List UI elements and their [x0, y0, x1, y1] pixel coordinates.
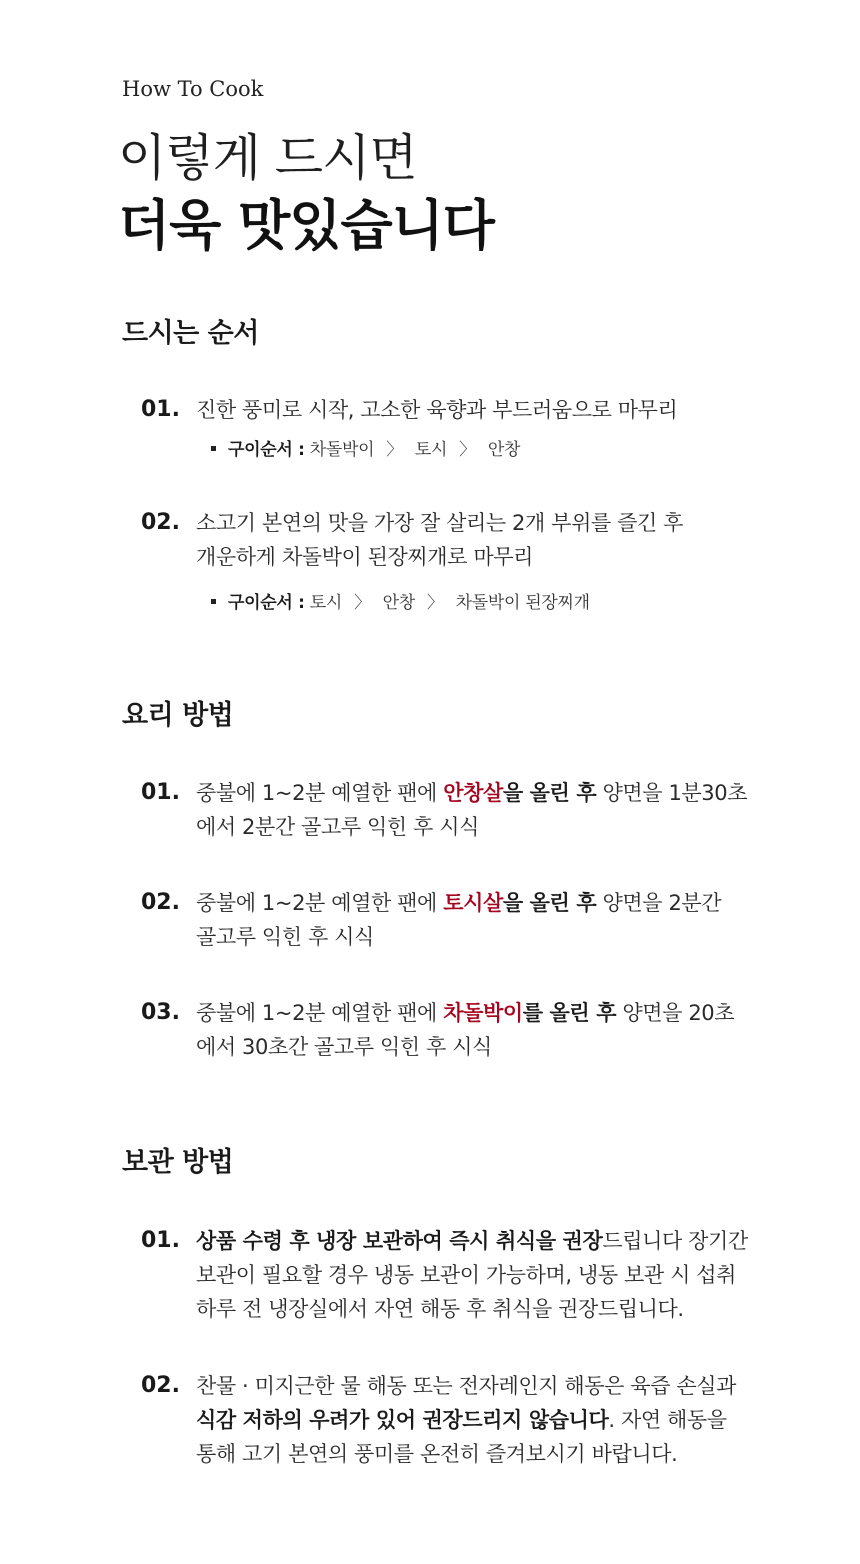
item-text — [196, 776, 776, 844]
item-text-post: 양면을 20초 — [616, 1001, 735, 1025]
item-number: 02. — [141, 890, 180, 915]
grill-step: 안창 — [382, 593, 415, 613]
item-text-post: . 자연 해동을 — [608, 1408, 727, 1432]
grill-order-label: 구이순서 : — [228, 440, 305, 460]
item-text — [196, 393, 776, 427]
item-line — [196, 1403, 776, 1437]
item-number: 03. — [141, 1000, 180, 1025]
cut-name: 차돌박이 — [443, 1001, 523, 1025]
item-line: 하루 전 냉장실에서 자연 해동 후 취식을 권장드립니다. — [196, 1297, 684, 1321]
item-text-post: 양면을 1분30초 — [596, 781, 748, 805]
item-number: 02. — [141, 1373, 180, 1398]
chevron-right-icon: 〉 — [386, 440, 403, 460]
item-text-bold: 을 올린 후 — [502, 781, 597, 805]
grill-step: 토시 — [309, 593, 342, 613]
item-line — [196, 1224, 776, 1258]
page-title-line2: 더욱 맛있습니다 — [118, 194, 494, 257]
item-line — [196, 886, 776, 920]
item-text-bold: 식감 저하의 우려가 있어 권장드리지 않습니다 — [196, 1408, 609, 1432]
item-text — [196, 506, 776, 574]
item-line: 찬물 · 미지근한 물 해동 또는 전자레인지 해동은 육즙 손실과 — [196, 1374, 737, 1398]
item-text — [196, 996, 776, 1064]
item-line: 보관이 필요할 경우 냉동 보관이 가능하며, 냉동 보관 시 섭취 — [196, 1263, 737, 1287]
grill-step: 토시 — [414, 440, 448, 460]
item-text-pre: 중불에 1~2분 예열한 팬에 — [196, 891, 444, 915]
bullet-icon — [211, 599, 216, 604]
chevron-right-icon: 〉 — [353, 593, 371, 613]
grill-order-label: 구이순서 : — [228, 593, 305, 613]
item-text-bold: 상품 수령 후 냉장 보관하여 즉시 취식을 권장 — [196, 1229, 603, 1253]
cut-name: 안창살 — [443, 781, 503, 805]
item-line: 에서 30초간 골고루 익힌 후 시식 — [196, 1035, 492, 1059]
item-line: 통해 고기 본연의 풍미를 온전히 즐겨보시기 바랍니다. — [196, 1442, 678, 1466]
item-number: 01. — [141, 1228, 180, 1253]
item-text-post: 드립니다 장기간 — [602, 1229, 748, 1253]
cook-section-heading: 요리 방법 — [122, 700, 234, 731]
grill-step: 차돌박이 된장찌개 — [455, 593, 590, 613]
item-text — [196, 886, 776, 954]
chevron-right-icon: 〉 — [426, 593, 444, 613]
item-line: 진한 풍미로 시작, 고소한 육향과 부드러움으로 마무리 — [196, 398, 678, 422]
item-text-bold: 를 올린 후 — [522, 1001, 617, 1025]
item-number: 02. — [141, 510, 180, 535]
chevron-right-icon: 〉 — [459, 440, 476, 460]
storage-section-heading: 보관 방법 — [122, 1147, 234, 1178]
item-text — [196, 1369, 776, 1471]
item-text-post: 양면을 2분간 — [596, 891, 722, 915]
bullet-icon — [211, 446, 216, 451]
grill-step: 안창 — [487, 440, 521, 460]
item-line — [196, 776, 776, 810]
cut-name: 토시살 — [443, 891, 503, 915]
grill-order — [211, 592, 590, 614]
order-section-heading: 드시는 순서 — [122, 318, 259, 349]
item-text — [196, 1224, 776, 1326]
item-line: 에서 2분간 골고루 익힌 후 시식 — [196, 815, 479, 839]
grill-order — [211, 439, 520, 461]
item-number: 01. — [141, 397, 180, 422]
item-text-pre: 중불에 1~2분 예열한 팬에 — [196, 1001, 444, 1025]
page-title-line1: 이렇게 드시면 — [118, 129, 417, 187]
grill-step: 차돌박이 — [309, 440, 375, 460]
eyebrow-label: How To Cook — [122, 77, 264, 101]
item-text-bold: 을 올린 후 — [502, 891, 597, 915]
item-line: 소고기 본연의 맛을 가장 잘 살리는 2개 부위를 즐긴 후 — [196, 511, 684, 535]
item-line — [196, 996, 776, 1030]
item-line: 골고루 익힌 후 시식 — [196, 925, 374, 949]
item-text-pre: 중불에 1~2분 예열한 팬에 — [196, 781, 444, 805]
item-line: 개운하게 차돌박이 된장찌개로 마무리 — [196, 545, 534, 569]
item-number: 01. — [141, 780, 180, 805]
